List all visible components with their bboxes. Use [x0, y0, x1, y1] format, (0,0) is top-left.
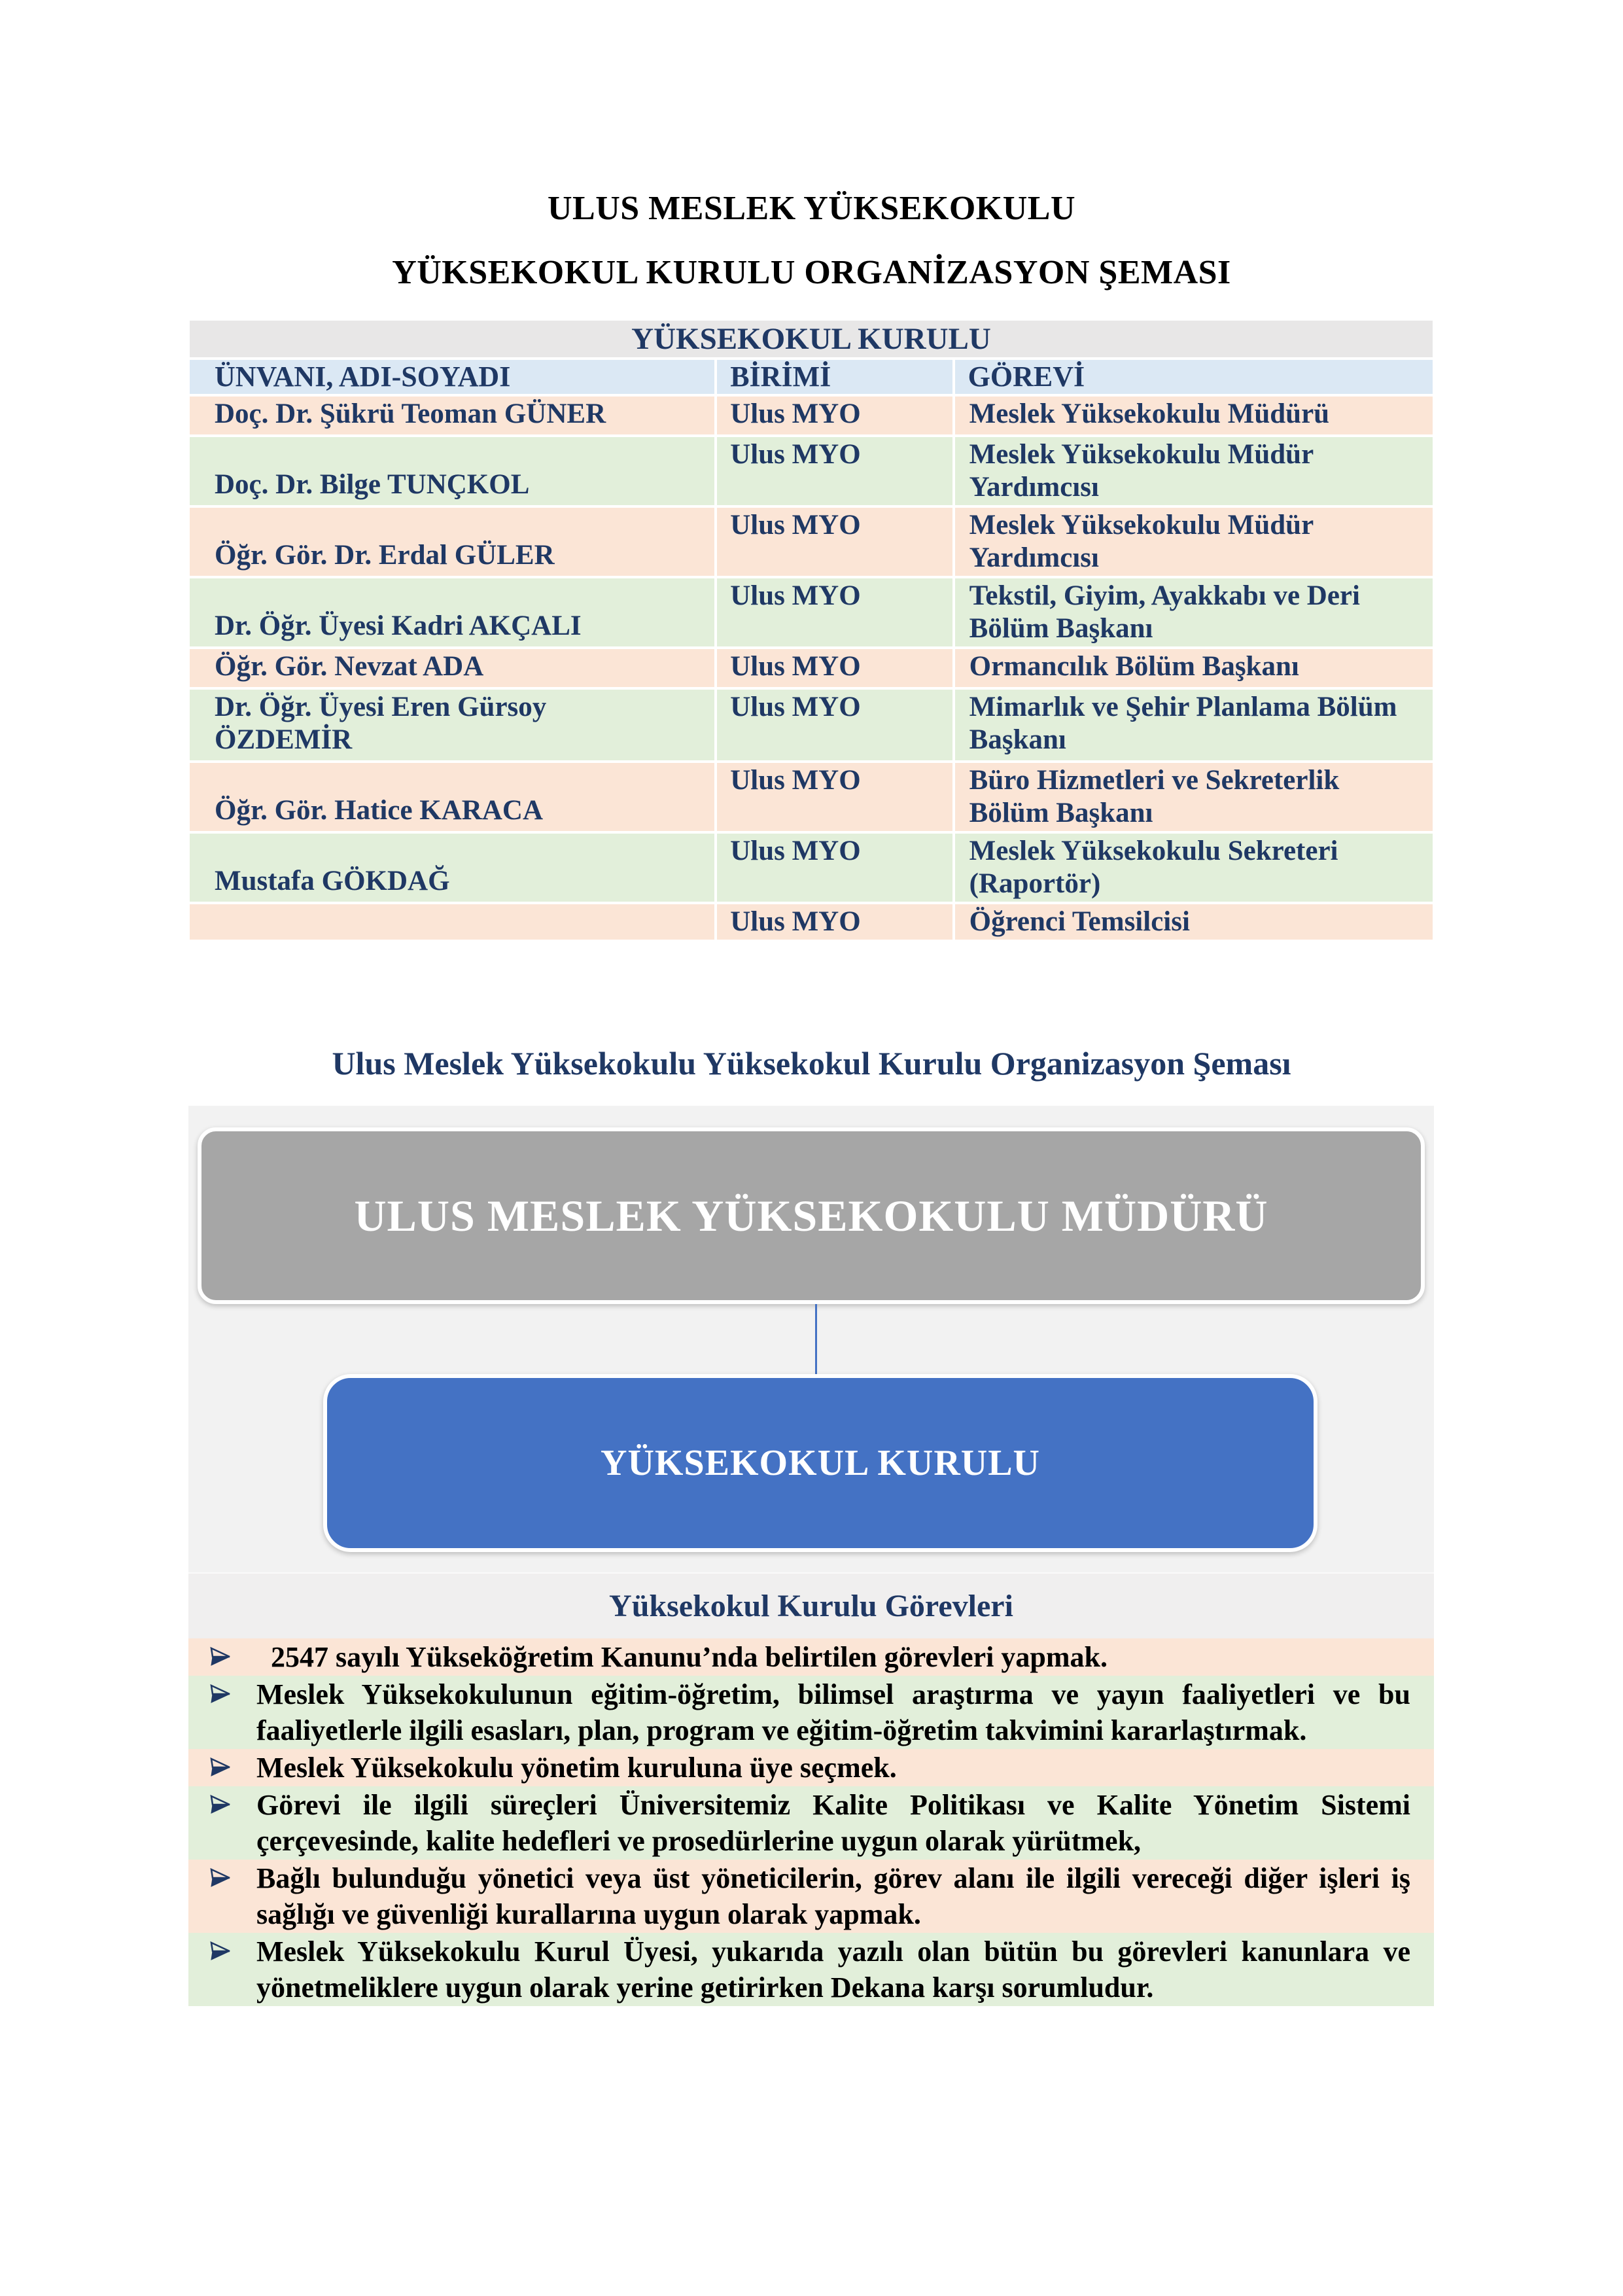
- duty-bullet: [188, 1638, 253, 1667]
- table-row: [190, 437, 1433, 505]
- org-chart-connector-line: [815, 1304, 817, 1374]
- org-chart-heading: Ulus Meslek Yüksekokulu Yüksekokul Kurulu Organizasyon Şeması: [332, 1045, 1291, 1082]
- duty-item: [188, 1749, 1434, 1786]
- duty-text: Meslek Yüksekokulunun eğitim-öğretim, bilimsel araştırma ve yayın faaliyetleri ve bu faaliyetlerle ilgili esasları, plan, program ve eğitim-öğretim takvimini kararlaştırmak.: [256, 1678, 1410, 1746]
- duty-bullet: [188, 1786, 253, 1815]
- table-caption: YÜKSEKOKUL KURULU: [190, 321, 1433, 357]
- page-subtitle: YÜKSEKOKUL KURULU ORGANİZASYON ŞEMASI: [392, 254, 1231, 291]
- duty-text: Görevi ile ilgili süreçleri Üniversitemiz Kalite Politikası ve Kalite Yönetim Sistemi çerçevesinde, kalite hedefleri ve prosedürlerine uygun olarak yürütmek,: [256, 1789, 1410, 1857]
- duty-text: Meslek Yüksekokulu yönetim kuruluna üye seçmek.: [256, 1752, 897, 1784]
- table-row: [190, 397, 1433, 434]
- arrow-bullet-icon: [209, 1757, 232, 1778]
- duty-item: [188, 1786, 1434, 1860]
- child-box-label: YÜKSEKOKUL KURULU: [601, 1443, 1040, 1483]
- cell-name: Doç. Dr. Şükrü Teoman GÜNER: [190, 397, 714, 434]
- cell-unit: Ulus MYO: [717, 649, 952, 687]
- cell-name: Dr. Öğr. Üyesi Eren Gürsoy ÖZDEMİR: [190, 690, 714, 760]
- cell-unit: Ulus MYO: [717, 763, 952, 831]
- arrow-bullet-icon: [209, 1684, 232, 1704]
- duty-bullet: [188, 1933, 253, 1962]
- council-table-body: [190, 397, 1433, 940]
- cell-name: Öğr. Gör. Dr. Erdal GÜLER: [190, 508, 714, 576]
- table-row: [190, 904, 1433, 940]
- cell-role: Ormancılık Bölüm Başkanı: [955, 649, 1433, 687]
- cell-role: Büro Hizmetleri ve Sekreterlik Bölüm Başkanı: [955, 763, 1433, 831]
- cell-role: Mimarlık ve Şehir Planlama Bölüm Başkanı: [955, 690, 1433, 760]
- table-row: [190, 834, 1433, 902]
- arrow-bullet-icon: [209, 1941, 232, 1962]
- cell-unit: Ulus MYO: [717, 397, 952, 434]
- duty-item: [188, 1676, 1434, 1749]
- cell-name: Öğr. Gör. Hatice KARACA: [190, 763, 714, 831]
- cell-name: Öğr. Gör. Nevzat ADA: [190, 649, 714, 687]
- cell-name: [190, 904, 714, 940]
- column-header-name: ÜNVANI, ADI-SOYADI: [190, 360, 714, 394]
- table-row: [190, 763, 1433, 831]
- table-row: [190, 508, 1433, 576]
- table-row: [190, 649, 1433, 687]
- cell-role: Meslek Yüksekokulu Sekreteri (Raportör): [955, 834, 1433, 902]
- org-chart-child-box: [323, 1374, 1318, 1552]
- council-table: [187, 318, 1435, 942]
- cell-role: Meslek Yüksekokulu Müdür Yardımcısı: [955, 508, 1433, 576]
- org-chart-root-box: [198, 1127, 1425, 1304]
- cell-role: Meslek Yüksekokulu Müdür Yardımcısı: [955, 437, 1433, 505]
- cell-role: Öğrenci Temsilcisi: [955, 904, 1433, 940]
- table-row: [190, 690, 1433, 760]
- cell-name: Mustafa GÖKDAĞ: [190, 834, 714, 902]
- arrow-bullet-icon: [209, 1794, 232, 1815]
- cell-role: Tekstil, Giyim, Ayakkabı ve Deri Bölüm Başkanı: [955, 578, 1433, 646]
- root-box-label: ULUS MESLEK YÜKSEKOKULU MÜDÜRÜ: [354, 1190, 1268, 1241]
- duty-bullet: [188, 1749, 253, 1778]
- cell-unit: Ulus MYO: [717, 834, 952, 902]
- cell-unit: Ulus MYO: [717, 437, 952, 505]
- duty-text: Bağlı bulunduğu yönetici veya üst yöneticilerin, görev alanı ile ilgili vereceği diğer işleri iş sağlığı ve güvenliği kurallarına uygun olarak yapmak.: [256, 1862, 1410, 1930]
- cell-unit: Ulus MYO: [717, 508, 952, 576]
- org-chart: [188, 1106, 1434, 1572]
- page-title: ULUS MESLEK YÜKSEKOKULU: [547, 190, 1076, 227]
- duties-heading: Yüksekokul Kurulu Görevleri: [609, 1589, 1013, 1623]
- duty-text: 2547 sayılı Yükseköğretim Kanunu’nda belirtilen görevleri yapmak.: [271, 1641, 1108, 1673]
- duty-item: [188, 1860, 1434, 1933]
- duties-heading-band: [188, 1572, 1434, 1638]
- table-caption-row: [190, 321, 1433, 357]
- duty-item: [188, 1933, 1434, 2006]
- table-header-row: [190, 360, 1433, 394]
- cell-unit: Ulus MYO: [717, 904, 952, 940]
- cell-role: Meslek Yüksekokulu Müdürü: [955, 397, 1433, 434]
- cell-unit: Ulus MYO: [717, 578, 952, 646]
- arrow-bullet-icon: [209, 1867, 232, 1888]
- table-row: [190, 578, 1433, 646]
- duty-text: Meslek Yüksekokulu Kurul Üyesi, yukarıda yazılı olan bütün bu görevleri kanunlara ve yönetmeliklere uygun olarak yerine getirirken Dekana karşı sorumludur.: [256, 1935, 1410, 2004]
- arrow-bullet-icon: [209, 1646, 232, 1667]
- duty-bullet: [188, 1676, 253, 1704]
- duty-bullet: [188, 1860, 253, 1888]
- duty-item: [188, 1638, 1434, 1676]
- column-header-role: GÖREVİ: [955, 360, 1433, 394]
- column-header-unit: BİRİMİ: [717, 360, 952, 394]
- cell-unit: Ulus MYO: [717, 690, 952, 760]
- cell-name: Doç. Dr. Bilge TUNÇKOL: [190, 437, 714, 505]
- duties-list: [188, 1638, 1434, 2006]
- cell-name: Dr. Öğr. Üyesi Kadri AKÇALI: [190, 578, 714, 646]
